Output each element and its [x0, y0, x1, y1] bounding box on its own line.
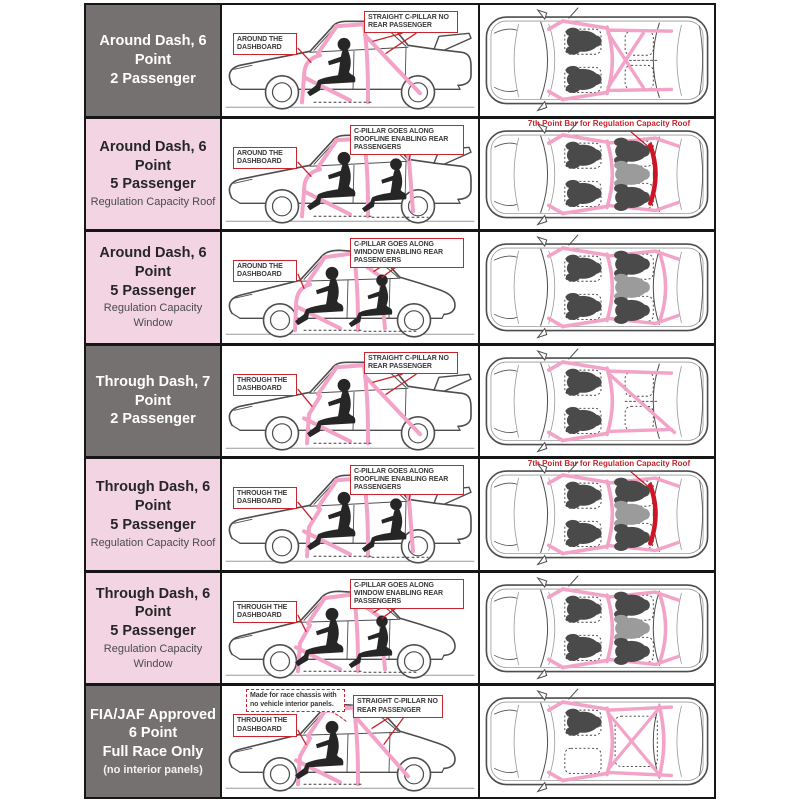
c-pillar-annotation: C-PILLAR GOES ALONG ROOFLINE ENABLING REAR PASSENGERS — [350, 125, 464, 155]
car-top-diagram — [480, 346, 714, 457]
dashboard-annotation: AROUND THE DASHBOARD — [233, 33, 297, 55]
side-view-cell — [222, 459, 480, 570]
seventh-point-bar-note: 7th Point Bar for Regulation Capacity Roof — [527, 118, 691, 128]
c-pillar-annotation: STRAIGHT C-PILLAR NO REAR PASSENGER — [364, 352, 458, 374]
top-view-cell — [480, 119, 714, 230]
config-title-line: 2 Passenger — [110, 411, 196, 428]
side-view-cell — [222, 5, 480, 116]
config-note: Regulation Capacity Roof — [90, 536, 216, 549]
configuration-table — [84, 3, 716, 799]
row-label-cell — [86, 5, 222, 116]
dashboard-annotation: THROUGH THE DASHBOARD — [233, 601, 297, 623]
c-pillar-annotation: C-PILLAR GOES ALONG ROOFLINE ENABLING REAR PASSENGERS — [350, 465, 464, 495]
car-top-diagram — [480, 573, 714, 684]
dashboard-annotation: AROUND THE DASHBOARD — [233, 147, 297, 169]
c-pillar-annotation: STRAIGHT C-PILLAR NO REAR PASSENGER — [364, 11, 458, 33]
seventh-point-bar-note: 7th Point Bar for Regulation Capacity Roof — [527, 459, 691, 469]
top-view-cell — [480, 686, 714, 797]
config-note: Regulation Capacity Window — [103, 302, 203, 330]
top-view-cell — [480, 459, 714, 570]
config-note: Regulation Capacity Roof — [90, 196, 216, 209]
top-view-cell — [480, 5, 714, 116]
config-note: (no interior panels) — [103, 764, 203, 777]
top-view-cell — [480, 346, 714, 457]
row-label-cell — [86, 459, 222, 570]
side-view-cell — [222, 232, 480, 343]
config-title-line: 2 Passenger — [110, 70, 196, 87]
top-view-cell — [480, 573, 714, 684]
table-row — [86, 573, 714, 687]
table-row — [86, 346, 714, 460]
config-title-line: FIA/JAF Approved — [90, 706, 216, 723]
c-pillar-annotation: C-PILLAR GOES ALONG WINDOW ENABLING REAR PASSENGERS — [350, 579, 464, 609]
table-row — [86, 119, 714, 233]
config-title-line: 5 Passenger — [110, 517, 196, 534]
config-title-line: Around Dash, 6 Point — [99, 138, 207, 174]
config-title-line: Around Dash, 6 Point — [99, 33, 207, 68]
config-title-line: Full Race Only — [102, 744, 204, 761]
config-title-line: 5 Passenger — [110, 623, 196, 640]
row-label-cell — [86, 686, 222, 797]
config-title-line: 5 Passenger — [110, 176, 196, 193]
config-title-line: Through Dash, 6 Point — [95, 479, 211, 515]
side-view-cell — [222, 119, 480, 230]
config-title-line: 5 Passenger — [110, 282, 196, 299]
config-title-line: Around Dash, 6 Point — [99, 244, 207, 280]
race-chassis-note: Made for race chassis with no vehicle interior panels. — [246, 689, 345, 711]
dashboard-annotation: THROUGH THE DASHBOARD — [233, 714, 297, 736]
car-top-diagram — [480, 459, 714, 570]
config-title-line: Through Dash, 7 Point — [95, 373, 211, 409]
row-label-cell — [86, 232, 222, 343]
dashboard-annotation: THROUGH THE DASHBOARD — [233, 487, 297, 509]
car-top-diagram — [480, 232, 714, 343]
table-row — [86, 5, 714, 119]
c-pillar-annotation: STRAIGHT C-PILLAR NO REAR PASSENGER — [353, 695, 443, 717]
side-view-cell — [222, 346, 480, 457]
top-view-cell — [480, 232, 714, 343]
row-label-cell — [86, 346, 222, 457]
config-title-line: 6 Point — [128, 725, 178, 742]
car-top-diagram — [480, 5, 714, 116]
side-view-cell — [222, 686, 480, 797]
config-note: Regulation Capacity Window — [103, 643, 203, 670]
table-row — [86, 232, 714, 346]
table-row — [86, 459, 714, 573]
side-view-cell — [222, 573, 480, 684]
table-row — [86, 686, 714, 797]
c-pillar-annotation: C-PILLAR GOES ALONG WINDOW ENABLING REAR PASSENGERS — [350, 238, 464, 268]
car-top-diagram — [480, 686, 714, 797]
row-label-cell — [86, 573, 222, 684]
row-label-cell — [86, 119, 222, 230]
config-title-line: Through Dash, 6 Point — [95, 585, 211, 621]
dashboard-annotation: AROUND THE DASHBOARD — [233, 260, 297, 282]
dashboard-annotation: THROUGH THE DASHBOARD — [233, 374, 297, 396]
car-top-diagram — [480, 119, 714, 230]
